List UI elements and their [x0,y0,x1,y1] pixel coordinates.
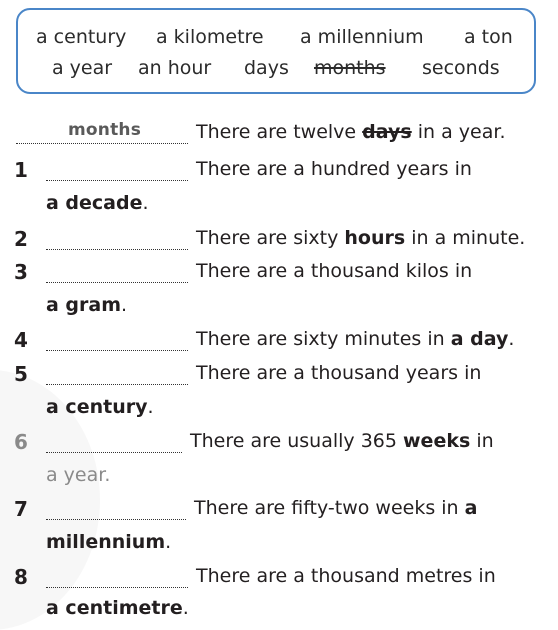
answer-blank[interactable] [46,430,182,453]
word-box-row-2 [18,57,534,83]
sentence-continuation: a gram. [46,294,128,316]
item-number: 7 [14,497,28,521]
item-number: 2 [14,227,28,251]
word-option: a millennium [300,26,424,48]
sentence-text: There are sixty hours in a minute. [196,227,526,249]
sentence-text: There are twelve days in a year. [196,121,506,143]
sentence-text: There are a thousand years in [196,362,482,384]
sentence-continuation: a year. [46,464,111,486]
item-number: 5 [14,362,28,386]
struck-word: days [362,121,412,143]
word-option: an hour [138,57,212,79]
answer-blank[interactable] [46,362,188,385]
word-option: a year [52,57,113,79]
answer-blank[interactable] [46,260,188,283]
item-number: 1 [14,158,28,182]
item-number: 6 [14,430,28,454]
word-option: days [244,57,289,79]
answer-blank[interactable] [46,328,188,351]
sentence-continuation: a decade. [46,192,149,214]
sentence-text: There are a hundred years in [196,158,472,180]
answer-blank[interactable] [46,497,186,520]
word-box [16,8,536,94]
answer-blank[interactable] [46,158,188,181]
sentence-text: There are fifty-two weeks in a [194,497,478,519]
answer-blank[interactable] [46,565,188,588]
item-number: 4 [14,328,28,352]
answer-blank [16,121,188,144]
word-option: a ton [464,26,513,48]
sentence-continuation: a centimetre. [46,597,189,619]
sentence-text: There are sixty minutes in a day. [196,328,515,350]
sentence-text: There are a thousand kilos in [196,260,473,282]
sentence-continuation: millennium. [46,531,172,553]
example-answer: months [68,120,142,140]
word-box-row-1 [18,26,534,52]
answer-blank[interactable] [46,227,188,250]
word-option-used: months [314,57,386,79]
word-option: a kilometre [156,26,264,48]
word-option: a century [36,26,127,48]
item-number: 3 [14,260,28,284]
sentence-continuation: a century. [46,396,154,418]
word-option: seconds [422,57,500,79]
sentence-text: There are usually 365 weeks in [190,430,494,452]
sentence-text: There are a thousand metres in [196,565,496,587]
item-number: 8 [14,565,28,589]
